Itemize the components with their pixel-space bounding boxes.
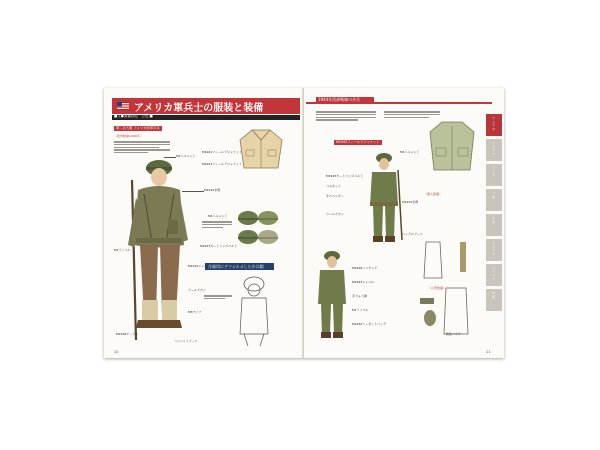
equipment-illustration: [416, 238, 486, 338]
label-jacket-title: M1943フィールドジャケット: [202, 162, 242, 166]
label-r-harness: サスペンダー: [326, 194, 344, 198]
tab-2[interactable]: ドイツ: [486, 164, 502, 186]
label-r-helmet: M1ヘルメット: [400, 150, 420, 154]
label-r-boots: バックルブーツ: [402, 232, 423, 236]
label-r-entrenching: M1943シャベル: [352, 280, 375, 284]
chapter-tabs: [486, 114, 502, 314]
left-page: [104, 88, 304, 358]
label-r-grenade: 手りゅう弾: [352, 294, 368, 298]
title-bar: [112, 98, 300, 114]
section-banner: [205, 263, 274, 270]
label-boots: コンバットブーツ: [174, 339, 198, 343]
tab-7[interactable]: 中国: [486, 289, 502, 311]
tab-4[interactable]: 日本: [486, 214, 502, 236]
label-r-gear-sub: 〈小型装備〉: [428, 286, 447, 290]
label-r-bag: M1936ミュゼットバッグ: [352, 322, 387, 326]
subtitle: ■文●高橋昌紀 公長 ■: [114, 114, 153, 118]
right-page: [304, 88, 504, 358]
label-jacket-note: M1941フィールドジャケット: [202, 150, 242, 154]
label-gear: M1923カートリッジベルト: [200, 244, 238, 248]
page-number-left: 10: [114, 350, 119, 354]
sketch-soldier-illustration: [234, 274, 274, 348]
page-title: アメリカ軍兵士の服装と装備: [134, 103, 264, 114]
right-intro-text: [316, 110, 376, 122]
right-tag-soldier: M1943フィールドジャケット: [336, 140, 380, 144]
label-r-trousers: ウールズボン: [326, 212, 344, 216]
label-knife: M3ナイフ: [188, 310, 202, 314]
label-shovel: M1910シャベル: [188, 264, 211, 268]
helmet-text: [202, 220, 232, 229]
soldier-right-2-illustration: [314, 248, 350, 344]
tab-5[interactable]: イタリア: [486, 239, 502, 261]
left-subheading: 〈欧州戦線1944年〉: [114, 134, 143, 138]
tab-6[interactable]: フランス: [486, 264, 502, 286]
helmets-illustration: [236, 208, 280, 248]
label-r-gear-title: 〈個人装備〉: [424, 192, 443, 196]
jacket-illustration: [238, 126, 284, 170]
soldier-right-1-illustration: [364, 150, 404, 250]
tab-3[interactable]: ソ連: [486, 189, 502, 211]
label-trousers: ウールズボン: [188, 288, 206, 292]
tab-0[interactable]: アメリカ: [486, 114, 502, 136]
green-jacket-illustration: [428, 118, 476, 172]
tab-1[interactable]: イギリス: [486, 139, 502, 161]
page-number-right: 11: [486, 350, 491, 354]
label-r-pack: M1928ハバサック: [352, 266, 378, 270]
soldier-illustration: [122, 150, 192, 350]
label-leggings: M1938ゲートル: [116, 332, 139, 336]
right-section-tag: 1944年西部戦線の歩兵: [318, 97, 361, 102]
label-r-bayonet: バヨネット: [326, 184, 342, 188]
label-liner: M1ヘルメット: [208, 214, 228, 218]
label-r-canteen: M1910水筒: [402, 200, 419, 204]
label-canteen: M1910水筒: [204, 188, 221, 192]
trousers-text: [204, 294, 232, 301]
magazine-spread: [104, 88, 504, 358]
us-flag-icon: [117, 102, 129, 110]
banner-text: 作画用にデフォルメした歩兵帽: [208, 264, 264, 269]
label-helmet: M1ヘルメット: [176, 154, 196, 158]
label-r-belt: M1923カートリッジベルト: [326, 174, 364, 178]
left-section-tag: 第二次大戦 アメリカ陸軍歩兵: [116, 126, 160, 130]
label-rifle: M1ライフル: [114, 248, 131, 252]
label-r-rifle: M1ライフル: [352, 308, 369, 312]
label-r-firstaid: 救急パウチ: [446, 332, 462, 336]
